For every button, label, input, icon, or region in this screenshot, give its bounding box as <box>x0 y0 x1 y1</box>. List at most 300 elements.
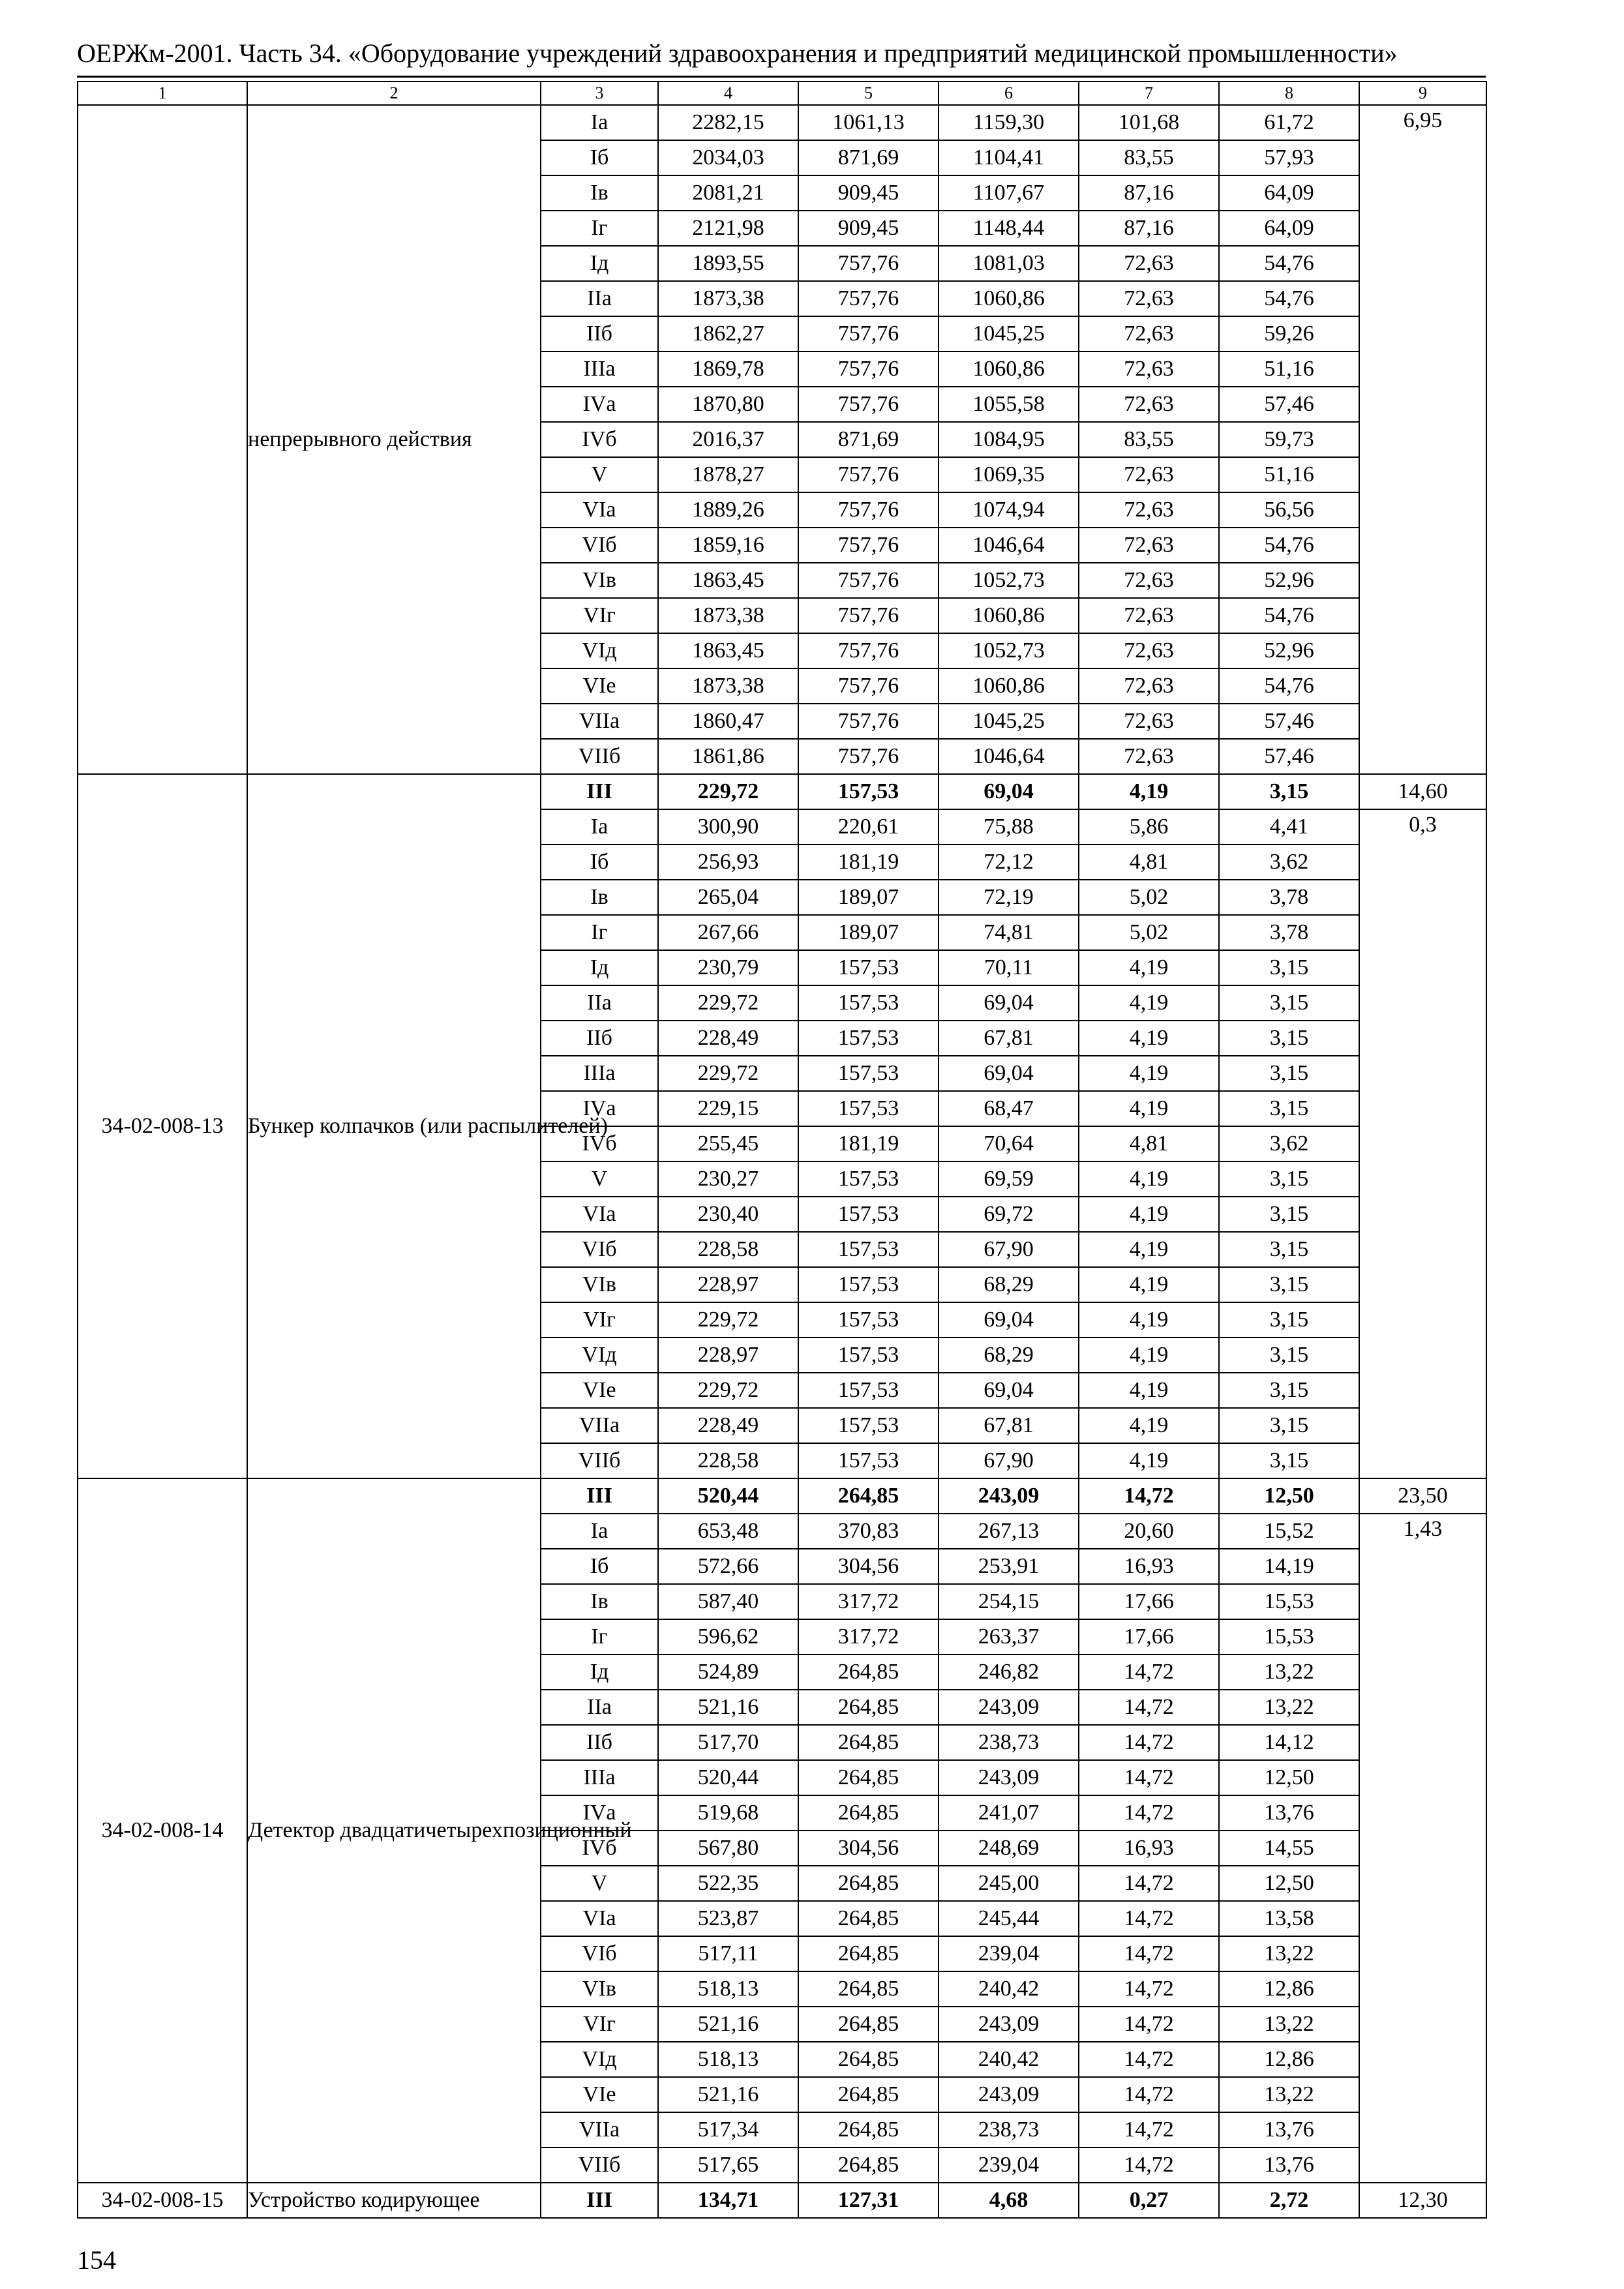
zone-cell: IIIа <box>541 352 658 387</box>
value-cell: 2034,03 <box>658 140 798 175</box>
value-cell: 14,19 <box>1219 1549 1359 1584</box>
value-cell: 13,22 <box>1219 2077 1359 2112</box>
value-cell: 57,93 <box>1219 140 1359 175</box>
zone-cell: VIд <box>541 2042 658 2077</box>
value-cell: 229,72 <box>658 1302 798 1338</box>
value-cell: 230,40 <box>658 1197 798 1232</box>
value-cell: 3,15 <box>1219 1373 1359 1408</box>
value-cell: 4,81 <box>1079 1126 1219 1161</box>
value-cell: 4,19 <box>1079 1091 1219 1126</box>
zone-cell: VIг <box>541 2007 658 2042</box>
table-row <box>78 105 1486 140</box>
value-cell: 2282,15 <box>658 105 798 140</box>
value-cell: 521,16 <box>658 1690 798 1725</box>
value-cell: 51,16 <box>1219 352 1359 387</box>
value-cell: 3,15 <box>1219 950 1359 985</box>
value-cell: 72,63 <box>1079 563 1219 598</box>
table-row <box>78 774 1486 809</box>
value-cell: 3,15 <box>1219 1021 1359 1056</box>
value-cell: 72,63 <box>1079 492 1219 528</box>
zone-cell: V <box>541 457 658 492</box>
value-cell: 757,76 <box>798 633 939 668</box>
zone-cell: VIг <box>541 1302 658 1338</box>
value-cell: 14,72 <box>1079 1866 1219 1901</box>
value-cell: 72,63 <box>1079 633 1219 668</box>
value-cell: 1889,26 <box>658 492 798 528</box>
equipment-name: непрерывного действия <box>247 105 541 774</box>
value-cell: 264,85 <box>798 2147 939 2183</box>
zone-cell: Iа <box>541 1514 658 1549</box>
column-number: 7 <box>1079 82 1219 105</box>
rate-code: 34-02-008-13 <box>78 774 247 1478</box>
zone-cell: VIIа <box>541 1408 658 1443</box>
value-cell: 157,53 <box>798 1056 939 1091</box>
value-cell: 248,69 <box>939 1831 1079 1866</box>
value-cell: 72,63 <box>1079 352 1219 387</box>
column-number: 1 <box>78 82 247 105</box>
value-cell: 264,85 <box>798 1478 939 1514</box>
value-cell: 67,81 <box>939 1021 1079 1056</box>
value-cell: 16,93 <box>1079 1549 1219 1584</box>
value-cell: 264,85 <box>798 1936 939 1971</box>
value-cell: 14,72 <box>1079 2042 1219 2077</box>
value-cell: 181,19 <box>798 845 939 880</box>
value-cell: 0,27 <box>1079 2183 1219 2218</box>
value-cell: 12,50 <box>1219 1760 1359 1795</box>
value-cell: 72,63 <box>1079 704 1219 739</box>
value-cell: 243,09 <box>939 1690 1079 1725</box>
value-cell: 14,72 <box>1079 1901 1219 1936</box>
value-cell: 17,66 <box>1079 1584 1219 1619</box>
value-cell: 72,63 <box>1079 528 1219 563</box>
zone-cell: VIе <box>541 2077 658 2112</box>
value-cell: 567,80 <box>658 1831 798 1866</box>
value-cell: 134,71 <box>658 2183 798 2218</box>
zone-cell: Iв <box>541 880 658 915</box>
value-cell: 254,15 <box>939 1584 1079 1619</box>
value-cell: 74,81 <box>939 915 1079 950</box>
zone-cell: VIб <box>541 528 658 563</box>
value-cell: 1045,25 <box>939 316 1079 352</box>
value-cell: 67,90 <box>939 1443 1079 1478</box>
rates-table <box>77 81 1487 2219</box>
value-cell: 518,13 <box>658 2042 798 2077</box>
value-cell: 4,19 <box>1079 1267 1219 1302</box>
value-cell: 255,45 <box>658 1126 798 1161</box>
col9-cell: 6,95 <box>1359 105 1486 774</box>
col9-cell: 23,50 <box>1359 1478 1486 1514</box>
value-cell: 157,53 <box>798 950 939 985</box>
value-cell: 4,19 <box>1079 1373 1219 1408</box>
value-cell: 1052,73 <box>939 633 1079 668</box>
value-cell: 14,72 <box>1079 1795 1219 1831</box>
col9-cell: 0,3 <box>1359 809 1486 1478</box>
value-cell: 157,53 <box>798 1267 939 1302</box>
zone-cell: IVб <box>541 1126 658 1161</box>
value-cell: 4,19 <box>1079 1161 1219 1197</box>
value-cell: 757,76 <box>798 492 939 528</box>
value-cell: 54,76 <box>1219 528 1359 563</box>
value-cell: 1863,45 <box>658 633 798 668</box>
value-cell: 13,58 <box>1219 1901 1359 1936</box>
value-cell: 246,82 <box>939 1654 1079 1690</box>
value-cell: 1878,27 <box>658 457 798 492</box>
value-cell: 1055,58 <box>939 387 1079 422</box>
value-cell: 14,72 <box>1079 2077 1219 2112</box>
value-cell: 1046,64 <box>939 739 1079 774</box>
value-cell: 757,76 <box>798 704 939 739</box>
value-cell: 228,58 <box>658 1232 798 1267</box>
value-cell: 229,72 <box>658 1056 798 1091</box>
value-cell: 264,85 <box>798 1866 939 1901</box>
value-cell: 909,45 <box>798 175 939 211</box>
value-cell: 72,63 <box>1079 457 1219 492</box>
value-cell: 243,09 <box>939 1760 1079 1795</box>
zone-cell: VIIб <box>541 2147 658 2183</box>
value-cell: 4,19 <box>1079 1443 1219 1478</box>
value-cell: 14,72 <box>1079 1936 1219 1971</box>
value-cell: 1148,44 <box>939 211 1079 246</box>
value-cell: 1159,30 <box>939 105 1079 140</box>
value-cell: 1107,67 <box>939 175 1079 211</box>
value-cell: 157,53 <box>798 1232 939 1267</box>
value-cell: 1859,16 <box>658 528 798 563</box>
header-rule <box>77 76 1486 78</box>
value-cell: 230,27 <box>658 1161 798 1197</box>
value-cell: 1060,86 <box>939 281 1079 316</box>
value-cell: 1873,38 <box>658 598 798 633</box>
value-cell: 518,13 <box>658 1971 798 2007</box>
value-cell: 229,72 <box>658 985 798 1021</box>
table-row <box>78 1478 1486 1514</box>
value-cell: 127,31 <box>798 2183 939 2218</box>
zone-cell: IIб <box>541 1021 658 1056</box>
zone-cell: Iб <box>541 1549 658 1584</box>
value-cell: 239,04 <box>939 1936 1079 1971</box>
value-cell: 239,04 <box>939 2147 1079 2183</box>
equipment-name: Устройство кодирующее <box>247 2183 541 2218</box>
zone-cell: VIIб <box>541 1443 658 1478</box>
value-cell: 14,72 <box>1079 2007 1219 2042</box>
value-cell: 67,90 <box>939 1232 1079 1267</box>
value-cell: 4,19 <box>1079 1302 1219 1338</box>
zone-cell: Iд <box>541 246 658 281</box>
zone-cell: IVб <box>541 422 658 457</box>
value-cell: 69,04 <box>939 1373 1079 1408</box>
value-cell: 264,85 <box>798 1690 939 1725</box>
value-cell: 157,53 <box>798 1302 939 1338</box>
value-cell: 64,09 <box>1219 175 1359 211</box>
value-cell: 3,15 <box>1219 1232 1359 1267</box>
value-cell: 12,86 <box>1219 2042 1359 2077</box>
value-cell: 157,53 <box>798 985 939 1021</box>
value-cell: 304,56 <box>798 1831 939 1866</box>
value-cell: 181,19 <box>798 1126 939 1161</box>
table-row <box>78 2183 1486 2218</box>
zone-cell: VIв <box>541 1267 658 1302</box>
equipment-name: Бункер колпачков (или распылителей) <box>247 774 541 1478</box>
zone-cell: VIIа <box>541 2112 658 2147</box>
column-number: 4 <box>658 82 798 105</box>
value-cell: 2016,37 <box>658 422 798 457</box>
value-cell: 587,40 <box>658 1584 798 1619</box>
value-cell: 757,76 <box>798 281 939 316</box>
page-number: 154 <box>77 2245 116 2275</box>
value-cell: 69,59 <box>939 1161 1079 1197</box>
value-cell: 245,44 <box>939 1901 1079 1936</box>
value-cell: 157,53 <box>798 1338 939 1373</box>
zone-cell: VIб <box>541 1936 658 1971</box>
zone-cell: VIд <box>541 633 658 668</box>
value-cell: 3,15 <box>1219 985 1359 1021</box>
value-cell: 12,50 <box>1219 1478 1359 1514</box>
col9-cell: 12,30 <box>1359 2183 1486 2218</box>
value-cell: 1870,80 <box>658 387 798 422</box>
value-cell: 243,09 <box>939 2007 1079 2042</box>
value-cell: 72,63 <box>1079 246 1219 281</box>
value-cell: 300,90 <box>658 809 798 845</box>
value-cell: 3,15 <box>1219 1408 1359 1443</box>
value-cell: 16,93 <box>1079 1831 1219 1866</box>
value-cell: 157,53 <box>798 1408 939 1443</box>
zone-cell: Iг <box>541 915 658 950</box>
value-cell: 14,72 <box>1079 2147 1219 2183</box>
value-cell: 75,88 <box>939 809 1079 845</box>
value-cell: 5,02 <box>1079 915 1219 950</box>
value-cell: 264,85 <box>798 2007 939 2042</box>
value-cell: 15,53 <box>1219 1584 1359 1619</box>
value-cell: 69,04 <box>939 1056 1079 1091</box>
value-cell: 1861,86 <box>658 739 798 774</box>
column-number: 9 <box>1359 82 1486 105</box>
value-cell: 64,09 <box>1219 211 1359 246</box>
value-cell: 69,72 <box>939 1197 1079 1232</box>
value-cell: 57,46 <box>1219 704 1359 739</box>
value-cell: 14,72 <box>1079 1478 1219 1514</box>
value-cell: 4,19 <box>1079 774 1219 809</box>
value-cell: 72,63 <box>1079 598 1219 633</box>
value-cell: 56,56 <box>1219 492 1359 528</box>
value-cell: 59,73 <box>1219 422 1359 457</box>
value-cell: 157,53 <box>798 1197 939 1232</box>
zone-cell: IVа <box>541 1795 658 1831</box>
value-cell: 54,76 <box>1219 281 1359 316</box>
zone-cell: IIа <box>541 985 658 1021</box>
value-cell: 2081,21 <box>658 175 798 211</box>
value-cell: 72,63 <box>1079 387 1219 422</box>
value-cell: 4,19 <box>1079 1338 1219 1373</box>
value-cell: 54,76 <box>1219 598 1359 633</box>
column-number: 5 <box>798 82 939 105</box>
value-cell: 519,68 <box>658 1795 798 1831</box>
zone-cell: VIIа <box>541 704 658 739</box>
value-cell: 1045,25 <box>939 704 1079 739</box>
value-cell: 51,16 <box>1219 457 1359 492</box>
value-cell: 1081,03 <box>939 246 1079 281</box>
zone-cell: IVа <box>541 1091 658 1126</box>
value-cell: 14,72 <box>1079 1654 1219 1690</box>
zone-cell: Iб <box>541 140 658 175</box>
value-cell: 14,12 <box>1219 1725 1359 1760</box>
value-cell: 4,19 <box>1079 1021 1219 1056</box>
value-cell: 240,42 <box>939 2042 1079 2077</box>
zone-cell: VIа <box>541 1197 658 1232</box>
value-cell: 3,15 <box>1219 1161 1359 1197</box>
value-cell: 1060,86 <box>939 668 1079 704</box>
value-cell: 13,76 <box>1219 1795 1359 1831</box>
zone-cell: Iг <box>541 211 658 246</box>
value-cell: 13,22 <box>1219 1936 1359 1971</box>
value-cell: 4,19 <box>1079 985 1219 1021</box>
value-cell: 2,72 <box>1219 2183 1359 2218</box>
value-cell: 2121,98 <box>658 211 798 246</box>
zone-cell: Iг <box>541 1619 658 1654</box>
value-cell: 20,60 <box>1079 1514 1219 1549</box>
zone-cell: IIа <box>541 281 658 316</box>
value-cell: 67,81 <box>939 1408 1079 1443</box>
zone-cell: IIIа <box>541 1056 658 1091</box>
value-cell: 157,53 <box>798 1161 939 1197</box>
value-cell: 3,15 <box>1219 1056 1359 1091</box>
value-cell: 238,73 <box>939 1725 1079 1760</box>
value-cell: 1046,64 <box>939 528 1079 563</box>
value-cell: 14,72 <box>1079 1690 1219 1725</box>
equipment-name: Детектор двадцатичетырехпозиционный <box>247 1478 541 2183</box>
value-cell: 238,73 <box>939 2112 1079 2147</box>
value-cell: 524,89 <box>658 1654 798 1690</box>
value-cell: 253,91 <box>939 1549 1079 1584</box>
column-number: 3 <box>541 82 658 105</box>
value-cell: 243,09 <box>939 1478 1079 1514</box>
value-cell: 4,19 <box>1079 1056 1219 1091</box>
zone-cell: Iа <box>541 105 658 140</box>
value-cell: 5,86 <box>1079 809 1219 845</box>
zone-cell: VIб <box>541 1232 658 1267</box>
value-cell: 72,19 <box>939 880 1079 915</box>
value-cell: 72,63 <box>1079 668 1219 704</box>
zone-cell: VIг <box>541 598 658 633</box>
value-cell: 241,07 <box>939 1795 1079 1831</box>
value-cell: 1893,55 <box>658 246 798 281</box>
value-cell: 4,19 <box>1079 1232 1219 1267</box>
value-cell: 264,85 <box>798 1795 939 1831</box>
value-cell: 4,41 <box>1219 809 1359 845</box>
value-cell: 4,19 <box>1079 950 1219 985</box>
value-cell: 267,66 <box>658 915 798 950</box>
value-cell: 520,44 <box>658 1760 798 1795</box>
zone-cell: VIIб <box>541 739 658 774</box>
value-cell: 228,49 <box>658 1021 798 1056</box>
value-cell: 517,70 <box>658 1725 798 1760</box>
value-cell: 871,69 <box>798 422 939 457</box>
column-number: 8 <box>1219 82 1359 105</box>
value-cell: 520,44 <box>658 1478 798 1514</box>
value-cell: 3,15 <box>1219 774 1359 809</box>
value-cell: 757,76 <box>798 246 939 281</box>
value-cell: 264,85 <box>798 2077 939 2112</box>
value-cell: 5,02 <box>1079 880 1219 915</box>
value-cell: 370,83 <box>798 1514 939 1549</box>
value-cell: 757,76 <box>798 316 939 352</box>
value-cell: 229,15 <box>658 1091 798 1126</box>
zone-cell: Iв <box>541 1584 658 1619</box>
value-cell: 229,72 <box>658 774 798 809</box>
zone-cell: VIв <box>541 563 658 598</box>
rate-code: 34-02-008-15 <box>78 2183 247 2218</box>
zone-cell: V <box>541 1161 658 1197</box>
value-cell: 3,15 <box>1219 1267 1359 1302</box>
zone-cell: IIIа <box>541 1760 658 1795</box>
value-cell: 263,37 <box>939 1619 1079 1654</box>
value-cell: 909,45 <box>798 211 939 246</box>
value-cell: 264,85 <box>798 1760 939 1795</box>
value-cell: 1060,86 <box>939 352 1079 387</box>
value-cell: 54,76 <box>1219 246 1359 281</box>
value-cell: 757,76 <box>798 352 939 387</box>
value-cell: 72,12 <box>939 845 1079 880</box>
column-number-row <box>78 82 1486 105</box>
zone-cell: IIб <box>541 1725 658 1760</box>
value-cell: 3,15 <box>1219 1302 1359 1338</box>
value-cell: 228,97 <box>658 1267 798 1302</box>
value-cell: 317,72 <box>798 1584 939 1619</box>
value-cell: 228,58 <box>658 1443 798 1478</box>
value-cell: 157,53 <box>798 1373 939 1408</box>
value-cell: 304,56 <box>798 1549 939 1584</box>
zone-cell: IVа <box>541 387 658 422</box>
value-cell: 68,29 <box>939 1338 1079 1373</box>
value-cell: 757,76 <box>798 739 939 774</box>
value-cell: 757,76 <box>798 387 939 422</box>
value-cell: 1860,47 <box>658 704 798 739</box>
value-cell: 13,22 <box>1219 1690 1359 1725</box>
value-cell: 189,07 <box>798 915 939 950</box>
value-cell: 757,76 <box>798 563 939 598</box>
value-cell: 13,22 <box>1219 1654 1359 1690</box>
col9-cell: 1,43 <box>1359 1514 1486 2183</box>
zone-cell: IIб <box>541 316 658 352</box>
value-cell: 1084,95 <box>939 422 1079 457</box>
value-cell: 228,97 <box>658 1338 798 1373</box>
value-cell: 14,72 <box>1079 1725 1219 1760</box>
value-cell: 61,72 <box>1219 105 1359 140</box>
value-cell: 517,34 <box>658 2112 798 2147</box>
value-cell: 87,16 <box>1079 175 1219 211</box>
value-cell: 59,26 <box>1219 316 1359 352</box>
value-cell: 596,62 <box>658 1619 798 1654</box>
value-cell: 1069,35 <box>939 457 1079 492</box>
value-cell: 14,55 <box>1219 1831 1359 1866</box>
value-cell: 1104,41 <box>939 140 1079 175</box>
value-cell: 523,87 <box>658 1901 798 1936</box>
value-cell: 264,85 <box>798 2112 939 2147</box>
value-cell: 15,52 <box>1219 1514 1359 1549</box>
value-cell: 189,07 <box>798 880 939 915</box>
value-cell: 157,53 <box>798 1021 939 1056</box>
value-cell: 83,55 <box>1079 140 1219 175</box>
value-cell: 57,46 <box>1219 387 1359 422</box>
value-cell: 13,22 <box>1219 2007 1359 2042</box>
value-cell: 14,72 <box>1079 1971 1219 2007</box>
value-cell: 653,48 <box>658 1514 798 1549</box>
value-cell: 70,11 <box>939 950 1079 985</box>
value-cell: 1052,73 <box>939 563 1079 598</box>
value-cell: 757,76 <box>798 528 939 563</box>
zone-cell: IIа <box>541 1690 658 1725</box>
value-cell: 572,66 <box>658 1549 798 1584</box>
value-cell: 871,69 <box>798 140 939 175</box>
value-cell: 4,19 <box>1079 1408 1219 1443</box>
